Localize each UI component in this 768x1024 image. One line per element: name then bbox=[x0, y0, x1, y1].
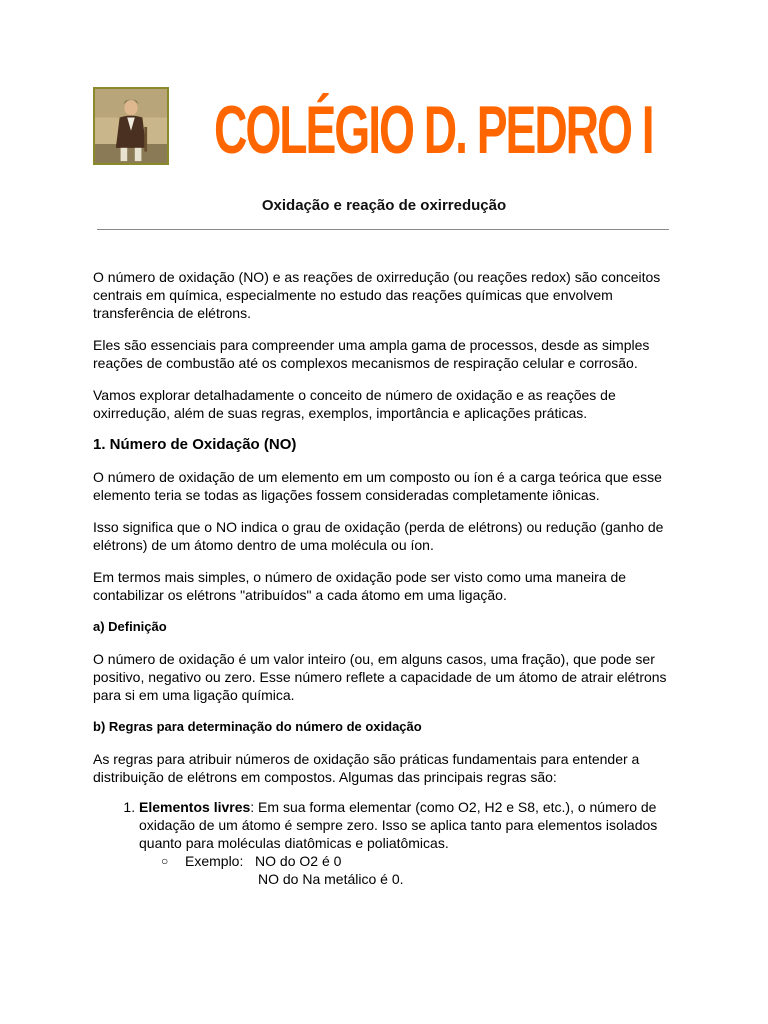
intro-paragraph-1: O número de oxidação (NO) e as reações de oxirredução (ou reações redox) são conceitos centrais em química, especialmente no estudo das reações químicas que envolvem transferência de elétrons. bbox=[93, 269, 661, 321]
subsection-b-heading: b) Regras para determinação do número de oxidação bbox=[93, 719, 422, 734]
subsection-a-paragraph: O número de oxidação é um valor inteiro (ou, em alguns casos, uma fração), que pode ser positivo, negativo ou zero. Esse número reflete a capacidade de um átomo de atrair elétrons para si em uma ligação química. bbox=[93, 651, 667, 703]
section-1-paragraph-1: O número de oxidação de um elemento em um composto ou íon é a carga teórica que esse elemento teria se todas as ligações fossem consideradas completamente iônicas. bbox=[93, 469, 662, 503]
example-line-2: NO do Na metálico é 0. bbox=[258, 871, 404, 887]
list-item bbox=[139, 798, 683, 888]
example-item bbox=[161, 852, 683, 888]
section-1-heading: 1. Número de Oxidação (NO) bbox=[93, 436, 297, 453]
subsection-b-paragraph: As regras para atribuir números de oxidação são práticas fundamentais para entender a distribuição de elétrons em compostos. Algumas das principais regras são: bbox=[93, 751, 640, 785]
school-name: COLÉGIO D. PEDRO I bbox=[214, 92, 653, 168]
subsection-a-heading: a) Definição bbox=[93, 619, 167, 634]
portrait-image bbox=[93, 87, 169, 165]
example-line-1: Exemplo: NO do O2 é 0 bbox=[185, 853, 342, 869]
section-1-paragraph-2: Isso significa que o NO indica o grau de oxidação (perda de elétrons) ou redução (ganho de elétrons) de um átomo dentro de uma molécula ou íon. bbox=[93, 519, 664, 553]
rule-text: : Em sua forma elementar (como O2, H2 e S8, etc.), o número de oxidação de um átomo é sempre zero. Isso se aplica tanto para elementos isolados quanto para moléculas diatômicas e poliatômicas. bbox=[139, 799, 658, 851]
document-body bbox=[93, 268, 683, 888]
hollow-circle-bullet-icon: ○ bbox=[161, 854, 169, 868]
intro-paragraph-2: Eles são essenciais para compreender uma ampla gama de processos, desde as simples reações de combustão até os complexos mecanismos de respiração celular e corrosão. bbox=[93, 337, 650, 371]
page-title: Oxidação e reação de oxirredução bbox=[261, 197, 507, 214]
rules-list bbox=[93, 798, 683, 888]
portrait-figure-icon bbox=[95, 89, 167, 163]
rule-term: Elementos livres bbox=[139, 799, 251, 815]
section-1-paragraph-3: Em termos mais simples, o número de oxidação pode ser visto como uma maneira de contabilizar os elétrons "atribuídos" a cada átomo em uma ligação. bbox=[93, 569, 627, 603]
intro-paragraph-3: Vamos explorar detalhadamente o conceito de número de oxidação e as reações de oxirredução, além de suas regras, exemplos, importância e aplicações práticas. bbox=[93, 387, 616, 421]
example-list bbox=[139, 852, 683, 888]
title-divider bbox=[97, 229, 669, 230]
